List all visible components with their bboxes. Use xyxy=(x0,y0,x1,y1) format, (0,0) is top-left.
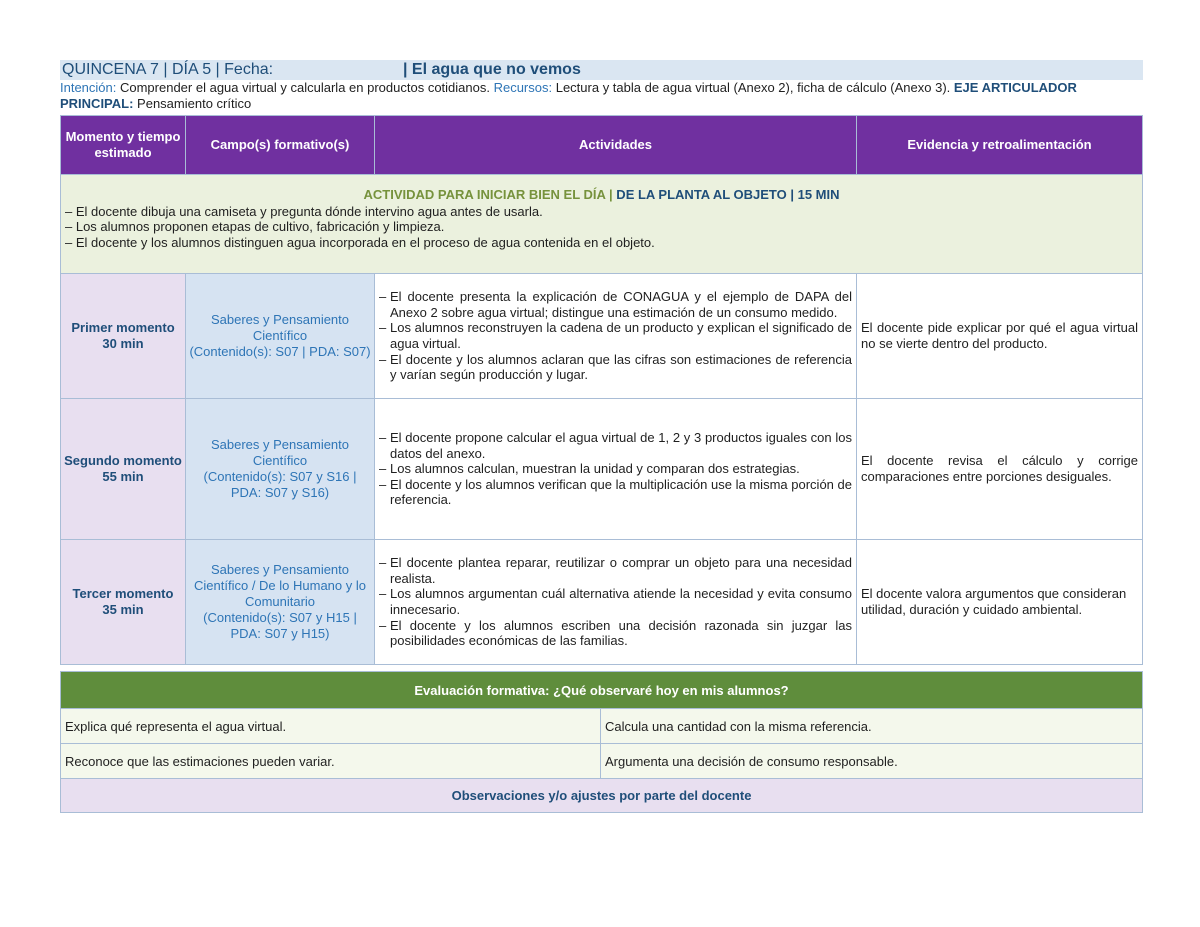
evaluacion-item: Reconoce que las estimaciones pueden variar. xyxy=(61,744,601,779)
actividad-item: – El docente y los alumnos verifican que la multiplicación use la misma porción de referencia. xyxy=(379,477,852,508)
evidencia-cell: El docente revisa el cálculo y corrige comparaciones entre porciones desiguales. xyxy=(857,399,1143,540)
evaluacion-item: Explica qué representa el agua virtual. xyxy=(61,709,601,744)
actividad-item: – El docente plantea reparar, reutilizar o comprar un objeto para una necesidad realista. xyxy=(379,555,852,586)
page-title-bar xyxy=(60,60,1143,80)
actividades-cell xyxy=(375,274,857,399)
table-row xyxy=(61,540,1143,665)
actividades-cell xyxy=(375,399,857,540)
actividades-list xyxy=(379,555,852,649)
page-title: QUINCENA 7 | DÍA 5 | Fecha: xyxy=(62,61,274,78)
campo-cell xyxy=(186,399,375,540)
table-row xyxy=(61,399,1143,540)
momento-cell xyxy=(61,274,186,399)
actividad-item: – El docente y los alumnos aclaran que las cifras son estimaciones de referencia y varían según producción y lugar. xyxy=(379,352,852,383)
recursos-text: Lectura y tabla de agua virtual (Anexo 2), ficha de cálculo (Anexo 3). xyxy=(552,80,954,95)
evaluacion-item: Calcula una cantidad con la misma referencia. xyxy=(601,709,1143,744)
inicio-row xyxy=(61,175,1143,274)
planning-table xyxy=(60,115,1143,665)
lesson-intro xyxy=(60,80,1143,112)
intencion-label: Intención: xyxy=(60,80,117,95)
evidencia-cell: El docente valora argumentos que consideran utilidad, duración y cuidado ambiental. xyxy=(857,540,1143,665)
inicio-line: – El docente dibuja una camiseta y pregunta dónde intervino agua antes de usarla. xyxy=(65,203,543,219)
header-campo: Campo(s) formativo(s) xyxy=(186,116,375,175)
momento-cell xyxy=(61,399,186,540)
actividad-item: – El docente presenta la explicación de CONAGUA y el ejemplo de DAPA del Anexo 2 sobre agua virtual; distingue una estimación de un consumo medido. xyxy=(379,289,852,320)
actividades-list xyxy=(379,289,852,383)
momento-cell xyxy=(61,540,186,665)
evidencia-cell: El docente pide explicar por qué el agua virtual no se vierte dentro del producto. xyxy=(857,274,1143,399)
actividad-item: – El docente propone calcular el agua virtual de 1, 2 y 3 productos iguales con los datos del anexo. xyxy=(379,430,852,461)
campo-text: Saberes y Pensamiento Científico (Contenido(s): S07 y S16 | PDA: S07 y S16) xyxy=(203,437,357,500)
campo-text: Saberes y Pensamiento Científico / De lo Humano y lo Comunitario (Contenido(s): S07 y H15 | PDA: S07 y H15) xyxy=(194,562,366,641)
actividad-item: – Los alumnos reconstruyen la cadena de un producto y explican el significado de agua virtual. xyxy=(379,320,852,351)
table-row xyxy=(61,274,1143,399)
momento-text: Tercer momento 35 min xyxy=(72,586,174,617)
lesson-title: | El agua que no vemos xyxy=(403,61,581,78)
actividad-item: – Los alumnos calculan, muestran la unidad y comparan dos estrategias. xyxy=(379,461,852,477)
inicio-line: – Los alumnos proponen etapas de cultivo, fabricación y limpieza. xyxy=(65,219,445,234)
eje-label: EJE ARTICULADOR PRINCIPAL: xyxy=(60,80,1077,111)
eje-text: Pensamiento crítico xyxy=(133,96,252,111)
campo-text: Saberes y Pensamiento Científico (Contenido(s): S07 | PDA: S07) xyxy=(189,312,371,359)
intencion-text: Comprender el agua virtual y calcularla en productos cotidianos. xyxy=(116,80,494,95)
inicio-title-green: ACTIVIDAD PARA INICIAR BIEN EL DÍA | xyxy=(363,187,613,202)
observaciones-title: Observaciones y/o ajustes por parte del docente xyxy=(61,779,1143,813)
recursos-label: Recursos: xyxy=(493,80,553,95)
actividad-item: – El docente y los alumnos escriben una decisión razonada sin juzgar las posibilidades económicas de las familias. xyxy=(379,618,852,649)
actividad-item: – Los alumnos argumentan cuál alternativa atiende la necesidad y evita consumo innecesario. xyxy=(379,586,852,617)
evaluacion-item: Argumenta una decisión de consumo responsable. xyxy=(601,744,1143,779)
evaluacion-table xyxy=(60,671,1143,813)
evaluacion-title: Evaluación formativa: ¿Qué observaré hoy en mis alumnos? xyxy=(61,672,1143,709)
header-actividades: Actividades xyxy=(375,116,857,175)
actividades-cell xyxy=(375,540,857,665)
campo-cell xyxy=(186,274,375,399)
actividades-list xyxy=(379,430,852,508)
inicio-title xyxy=(65,187,1138,203)
lesson-page xyxy=(60,60,1143,813)
table-header-row xyxy=(61,116,1143,175)
header-momento: Momento y tiempo estimado xyxy=(61,116,186,175)
campo-cell xyxy=(186,540,375,665)
momento-text: Segundo momento 55 min xyxy=(64,453,182,484)
inicio-title-blue: DE LA PLANTA AL OBJETO | 15 MIN xyxy=(612,187,840,202)
inicio-line: – El docente y los alumnos distinguen agua incorporada en el proceso de agua contenida en el objeto. xyxy=(65,234,655,250)
inicio-cell xyxy=(61,175,1143,274)
header-evidencia: Evidencia y retroalimentación xyxy=(857,116,1143,175)
momento-text: Primer momento 30 min xyxy=(71,320,175,351)
